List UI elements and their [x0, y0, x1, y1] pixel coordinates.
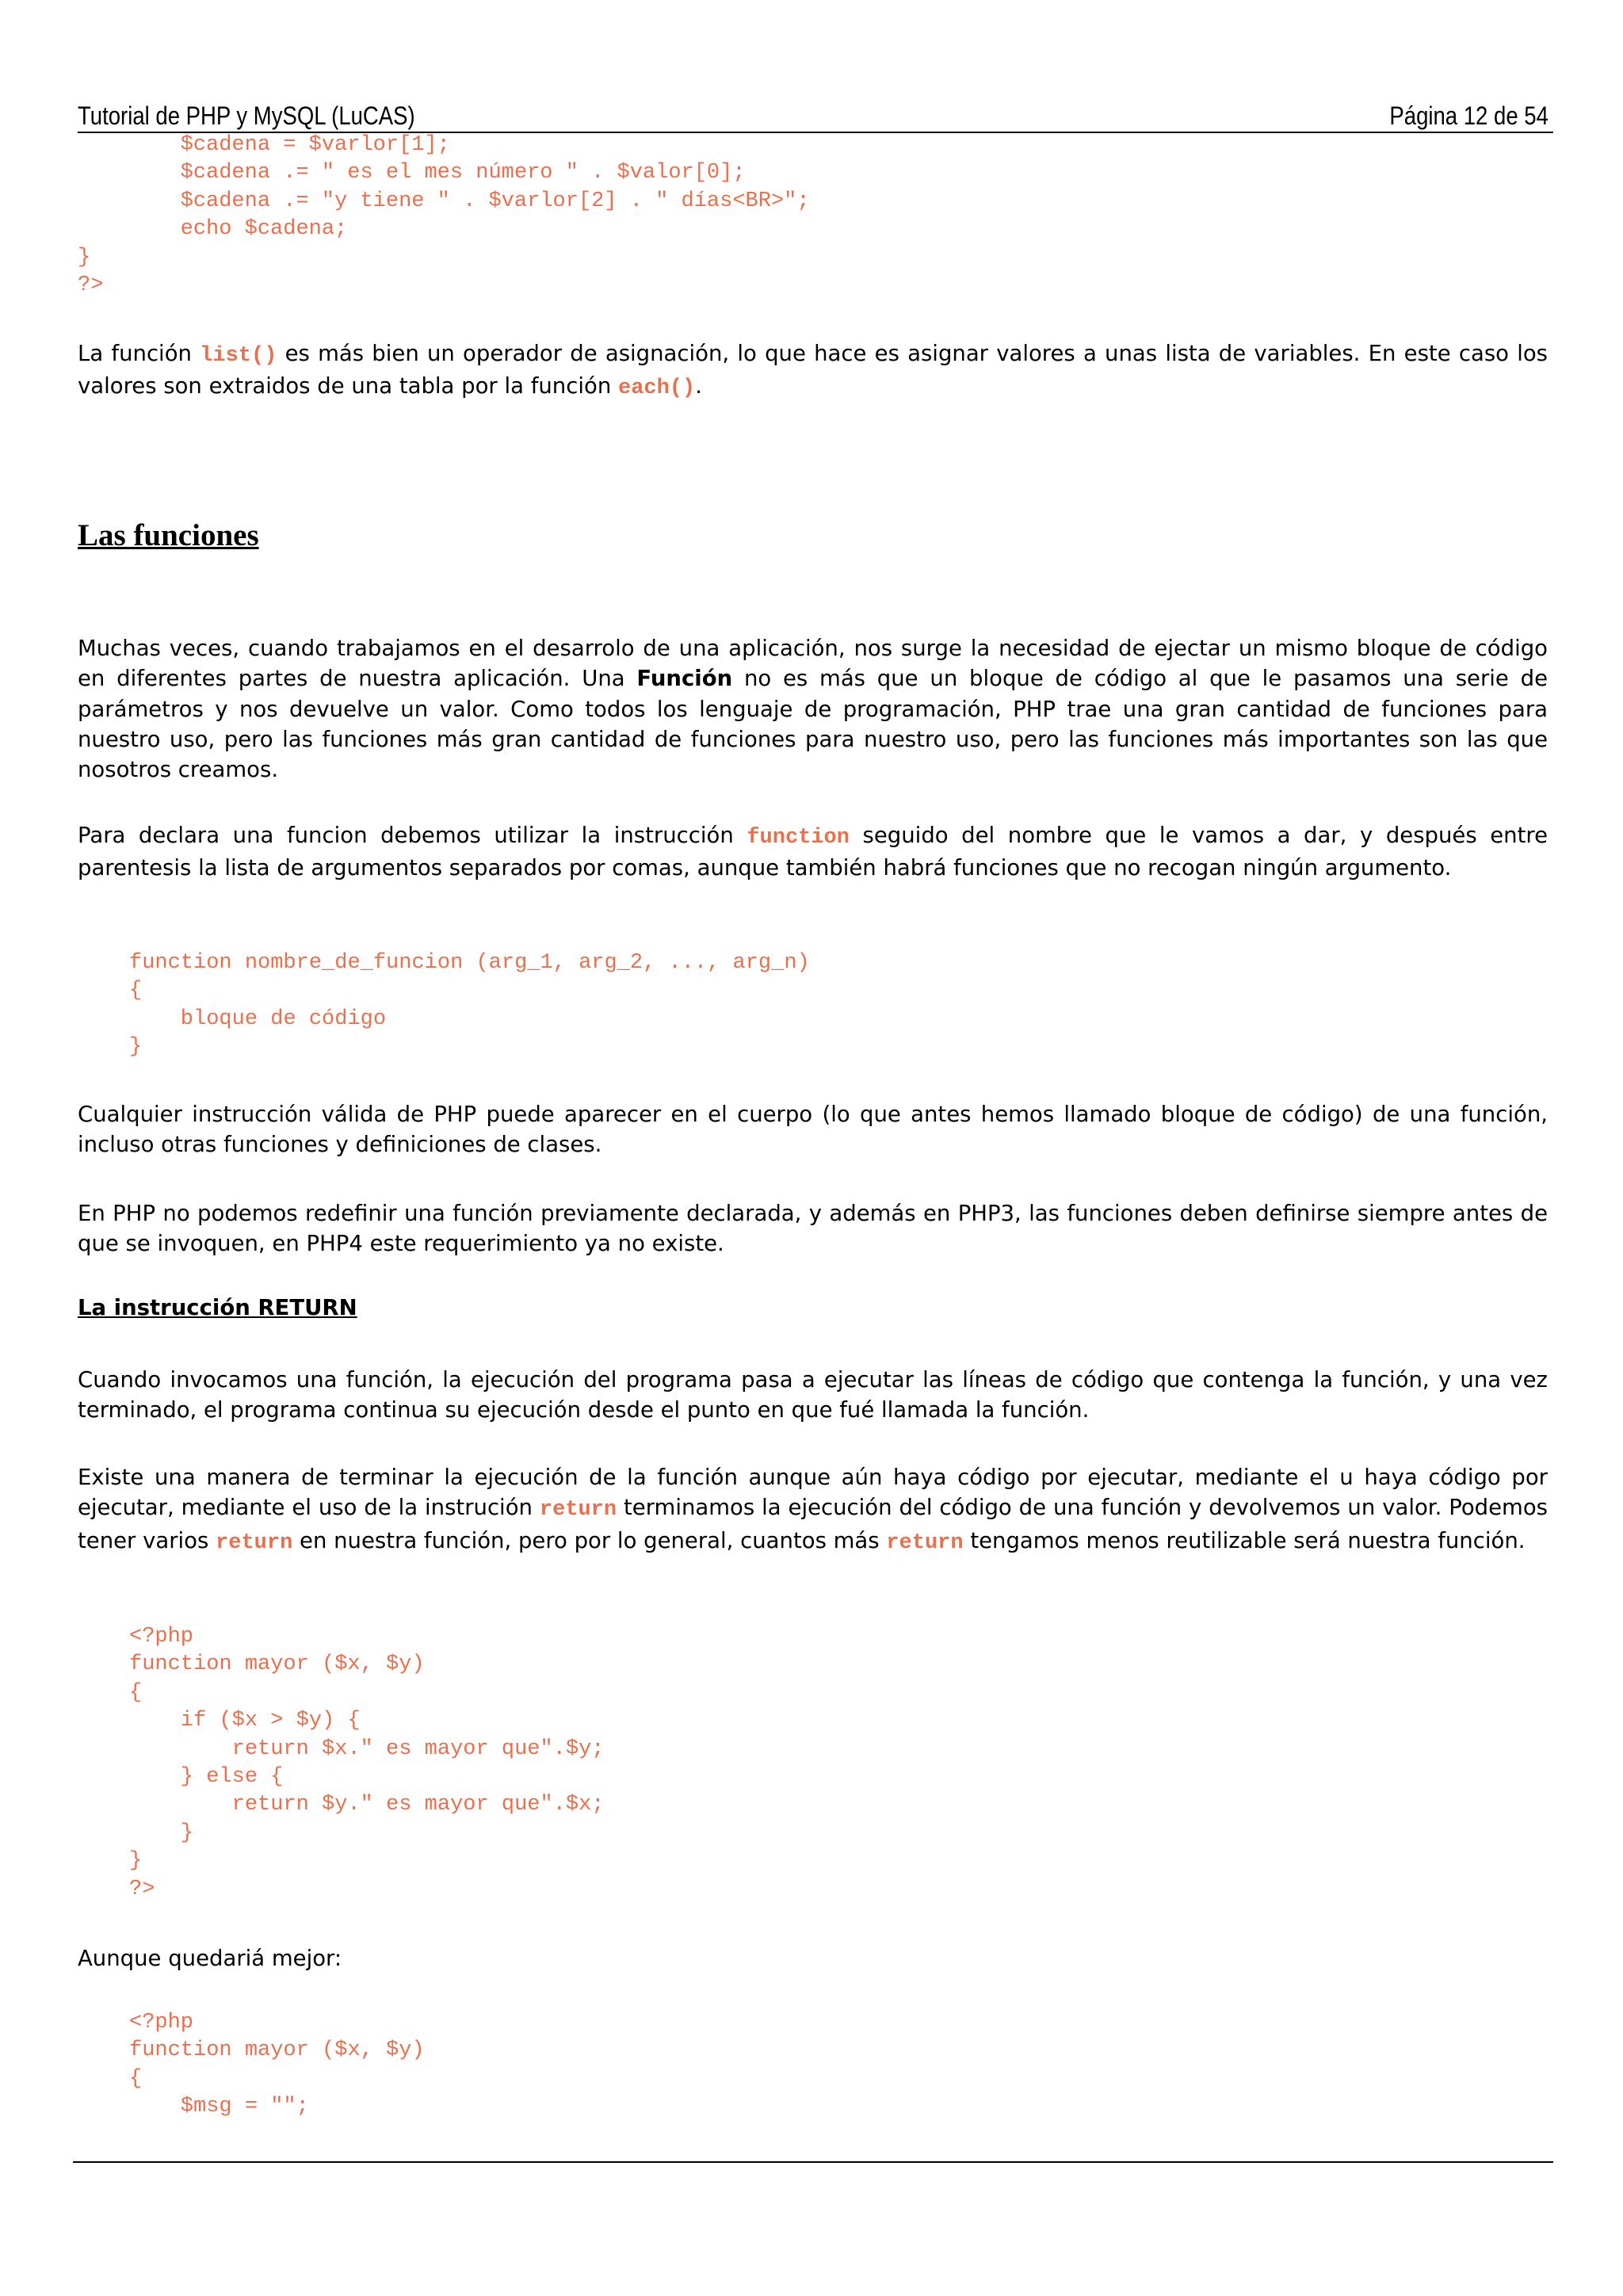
inline-code-each: each()	[618, 376, 696, 401]
section-heading: Las funciones	[78, 518, 259, 552]
code-block-syntax: function nombre_de_funcion (arg_1, arg_2, ..., arg_n) { bloque de código }	[129, 951, 810, 1060]
inline-code-return: return	[886, 1530, 964, 1555]
inline-code-function: function	[747, 826, 850, 850]
code-block-mayor-improved: <?php function mayor ($x, $y) { $msg = "";	[129, 2011, 425, 2119]
header-title: Tutorial de PHP y MySQL (LuCAS)	[78, 101, 415, 130]
paragraph-list-function: La función list() es más bien un operador de asignación, lo que hace es asignar valores a unas lista de variables. En este caso los valores son extraidos de una tabla por la función each().	[78, 341, 1548, 401]
page-header	[78, 100, 1549, 132]
paragraph-better: Aunque quedariá mejor:	[78, 1946, 342, 1971]
paragraph-intro: Muchas veces, cuando trabajamos en el desarrolo de una aplicación, nos surge la necesidad de ejectar un mismo bloque de código en diferentes partes de nuestra aplicación. Una Función no es más que un bloque de código al que le pasamos una serie de parámetros y nos devuelve un valor. Como todos los lenguaje de programación, PHP trae una gran cantidad de funciones para nuestro uso, pero las funciones más gran cantidad de funciones para nuestro uso, pero las funciones más importantes son las que nosotros creamos.	[78, 636, 1548, 783]
bold-term-funcion: Función	[636, 666, 733, 692]
code-block-mayor: <?php function mayor ($x, $y) { if ($x > $y) { return $x." es mayor que".$y; } else { return $y." es mayor que".$x; } } ?>	[129, 1625, 605, 1901]
inline-code-return: return	[216, 1530, 293, 1555]
paragraph-return: Existe una manera de terminar la ejecución de la función aunque aún haya código por ejecutar, mediante el u haya código por ejecutar, mediante el uso de la instrución return terminamos la ejecución del código de una función y devolvemos un valor. Podemos tener varios return en nuestra función, pero por lo general, cuantos más return tengamos menos reutilizable será nuestra función.	[78, 1465, 1548, 1555]
paragraph-body: Cualquier instrucción válida de PHP puede aparecer en el cuerpo (lo que antes hemos llamado bloque de código) de una función, incluso otras funciones y definiciones de clases.	[78, 1102, 1548, 1158]
inline-code-return: return	[539, 1498, 617, 1522]
paragraph-redefine: En PHP no podemos redefinir una función previamente declarada, y además en PHP3, las funciones deben definirse siempre antes de que se invoquen, en PHP4 este requerimiento ya no existe.	[78, 1201, 1548, 1257]
paragraph-declare: Para declara una funcion debemos utilizar la instrucción function seguido del nombre que le vamos a dar, y después entre parentesis la lista de argumentos separados por comas, aunque también habrá funciones que no recogan ningún argumento.	[78, 823, 1549, 881]
paragraph-invoke: Cuando invocamos una función, la ejecución del programa pasa a ejecutar las líneas de código que contenga la función, y una vez terminado, el programa continua su ejecución desde el punto en que fué llamada la función.	[78, 1367, 1548, 1423]
subsection-heading: La instrucción RETURN	[78, 1295, 357, 1320]
inline-code-list: list()	[200, 344, 277, 368]
code-block-cadena: $cadena = $varlor[1]; $cadena .= " es el mes número " . $valor[0]; $cadena .= "y tiene " . $varlor[2] . " días<BR>"; echo $cadena; } ?>	[78, 133, 810, 298]
header-page-number: Página 12 de 54	[1389, 101, 1549, 130]
footer-rule	[73, 2161, 1553, 2163]
